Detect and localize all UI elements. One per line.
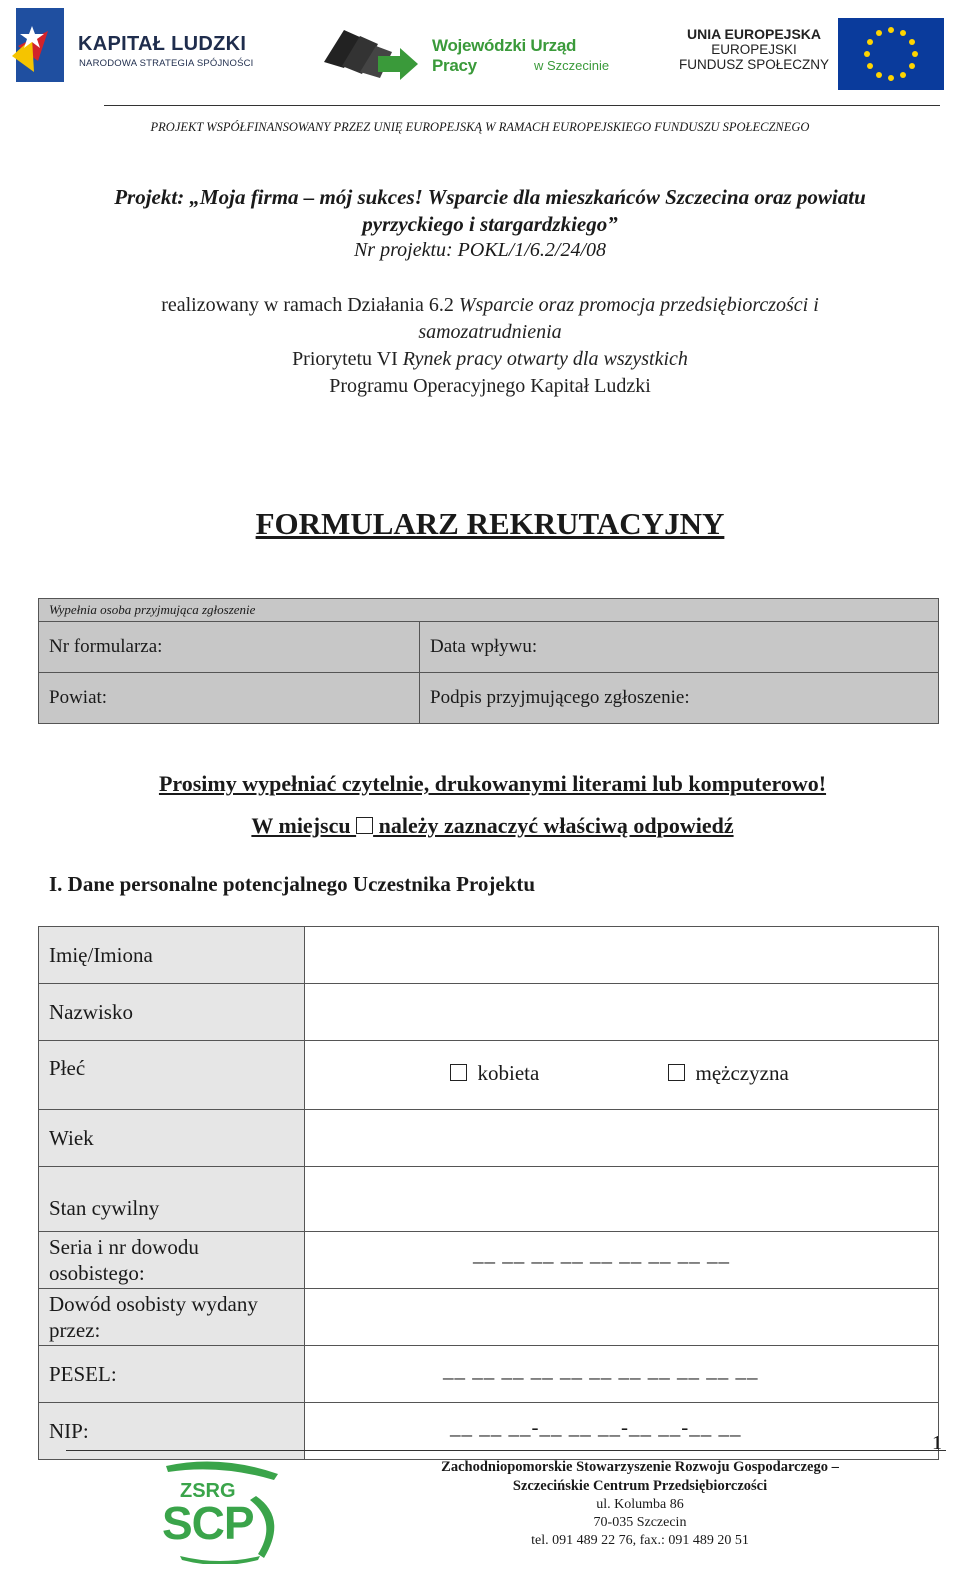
office-use-box [38,598,939,724]
pesel-label: PESEL: [39,1346,305,1403]
footer-address [360,1458,920,1550]
footer-city: 70-035 Szczecin [593,1515,687,1530]
county-field[interactable]: Powiat: [39,673,420,724]
surname-input[interactable] [305,984,939,1041]
footer-org-line1: Zachodniopomorskie Stowarzyszenie Rozwoju Gospodarczego – [441,1459,839,1475]
female-checkbox-icon[interactable] [450,1064,467,1081]
office-caption: Wypełnia osoba przyjmująca zgłoszenie [39,599,939,622]
project-realization [60,292,920,400]
instruction-after: należy zaznaczyć właściwą odpowiedź [373,813,734,838]
instruction-legibly: Prosimy wypełniać czytelnie, drukowanymi literami lub komputerowo! [158,771,827,796]
table-row [39,927,939,984]
priority-prefix: Priorytetu VI [292,348,403,370]
footer-org-line2: Szczecińskie Centrum Przedsiębiorczości [512,1478,768,1494]
footer-street: ul. Kolumba 86 [596,1497,684,1512]
table-row [39,1167,939,1232]
logo-zsrg: ZSRG [180,1480,236,1502]
realized-measure-cont: samozatrudnienia [418,321,562,343]
instruction-checkbox [0,813,960,839]
ue-line3: FUNDUSZ SPOŁECZNY [678,57,830,72]
wup-emblem-icon [322,24,422,84]
cofinancing-note: PROJEKT WSPÓŁFINANSOWANY PRZEZ UNIĘ EUROPEJSKĄ W RAMACH EUROPEJSKIEGO FUNDUSZU SPOŁECZNEGO [150,120,810,134]
first-names-label: Imię/Imiona [39,927,305,984]
id-issued-input[interactable] [305,1289,939,1346]
form-number-field[interactable]: Nr formularza: [39,622,420,673]
kapital-ludzki-title: KAPITAŁ LUDZKI [78,33,247,55]
nip-label: NIP: [39,1403,305,1460]
kapital-ludzki-subtitle: NARODOWA STRATEGIA SPÓJNOŚCI [79,58,254,69]
signature-field[interactable]: Podpis przyjmującego zgłoszenie: [420,673,939,724]
marital-status-label: Stan cywilny [39,1167,305,1232]
ue-line2: EUROPEJSKI [711,42,797,57]
checkbox-sample-icon [356,817,373,834]
gender-options [305,1041,939,1110]
date-received-field[interactable]: Data wpływu: [420,622,939,673]
id-issued-label [39,1289,305,1346]
gender-label: Płeć [39,1041,305,1110]
id-number-label [39,1232,305,1289]
gender-female-label: kobieta [477,1061,540,1085]
instruction-before: W miejscu [251,813,357,838]
project-title [60,184,920,238]
wup-city: w Szczecinie [534,58,610,73]
kapital-ludzki-emblem-icon [8,6,68,86]
wup-logo [322,24,622,84]
project-number: Nr projektu: POKL/1/6.2/24/08 [353,239,607,261]
nip-blanks: __ __ __-__ __ __-__ __-__ __ [450,1415,742,1439]
table-row [39,1346,939,1403]
id-number-label-line1: Seria i nr dowodu [49,1235,199,1259]
id-number-input[interactable] [305,1232,939,1289]
first-names-input[interactable] [305,927,939,984]
project-title-line1: Projekt: „Moja firma – mój sukces! Wsparcie dla mieszkańców Szczecina oraz powiatu [114,185,866,209]
zsrg-scp-logo [160,1456,290,1564]
kapital-ludzki-logo [8,6,268,86]
project-title-line2: pyrzyckiego i stargardzkiego” [362,212,618,236]
id-number-label-line2: osobistego: [49,1261,145,1285]
ue-logo [676,18,944,92]
table-row [39,984,939,1041]
logo-scp: SCP [162,1497,254,1549]
footer-divider [66,1450,946,1451]
gender-male-label: mężczyzna [695,1061,789,1085]
section-title: I. Dane personalne potencjalnego Uczestnika Projektu [49,872,536,896]
age-input[interactable] [305,1110,939,1167]
wup-name: Wojewódzki Urząd Pracy [432,36,577,75]
gender-female-option[interactable] [450,1061,539,1086]
priority-name: Rynek pracy otwarty dla wszystkich [402,348,688,370]
header-divider [104,105,940,106]
marital-status-input[interactable] [305,1167,939,1232]
id-issued-label-line2: przez: [49,1318,101,1342]
gender-male-option[interactable] [668,1061,789,1086]
personal-data-table [38,926,939,1460]
form-title: FORMULARZ REKRUTACYJNY [255,506,725,541]
realized-measure: Wsparcie oraz promocja przedsiębiorczości i [458,294,819,316]
pesel-blanks: __ __ __ __ __ __ __ __ __ __ __ [443,1358,759,1382]
realized-prefix: realizowany w ramach Działania 6.2 [161,294,459,316]
table-row [39,1110,939,1167]
table-row [39,1041,939,1110]
ue-line1: UNIA EUROPEJSKA [686,26,822,42]
programme-name: Programu Operacyjnego Kapitał Ludzki [329,375,651,397]
page-number: 1 [932,1432,942,1454]
table-row [39,1289,939,1346]
id-number-blanks: __ __ __ __ __ __ __ __ __ [473,1242,730,1266]
table-row [39,1232,939,1289]
pesel-input[interactable] [305,1346,939,1403]
male-checkbox-icon[interactable] [668,1064,685,1081]
age-label: Wiek [39,1110,305,1167]
surname-label: Nazwisko [39,984,305,1041]
eu-flag-icon [838,18,944,90]
footer-phone: tel. 091 489 22 76, fax.: 091 489 20 51 [531,1533,749,1548]
id-issued-label-line1: Dowód osobisty wydany [49,1292,258,1316]
